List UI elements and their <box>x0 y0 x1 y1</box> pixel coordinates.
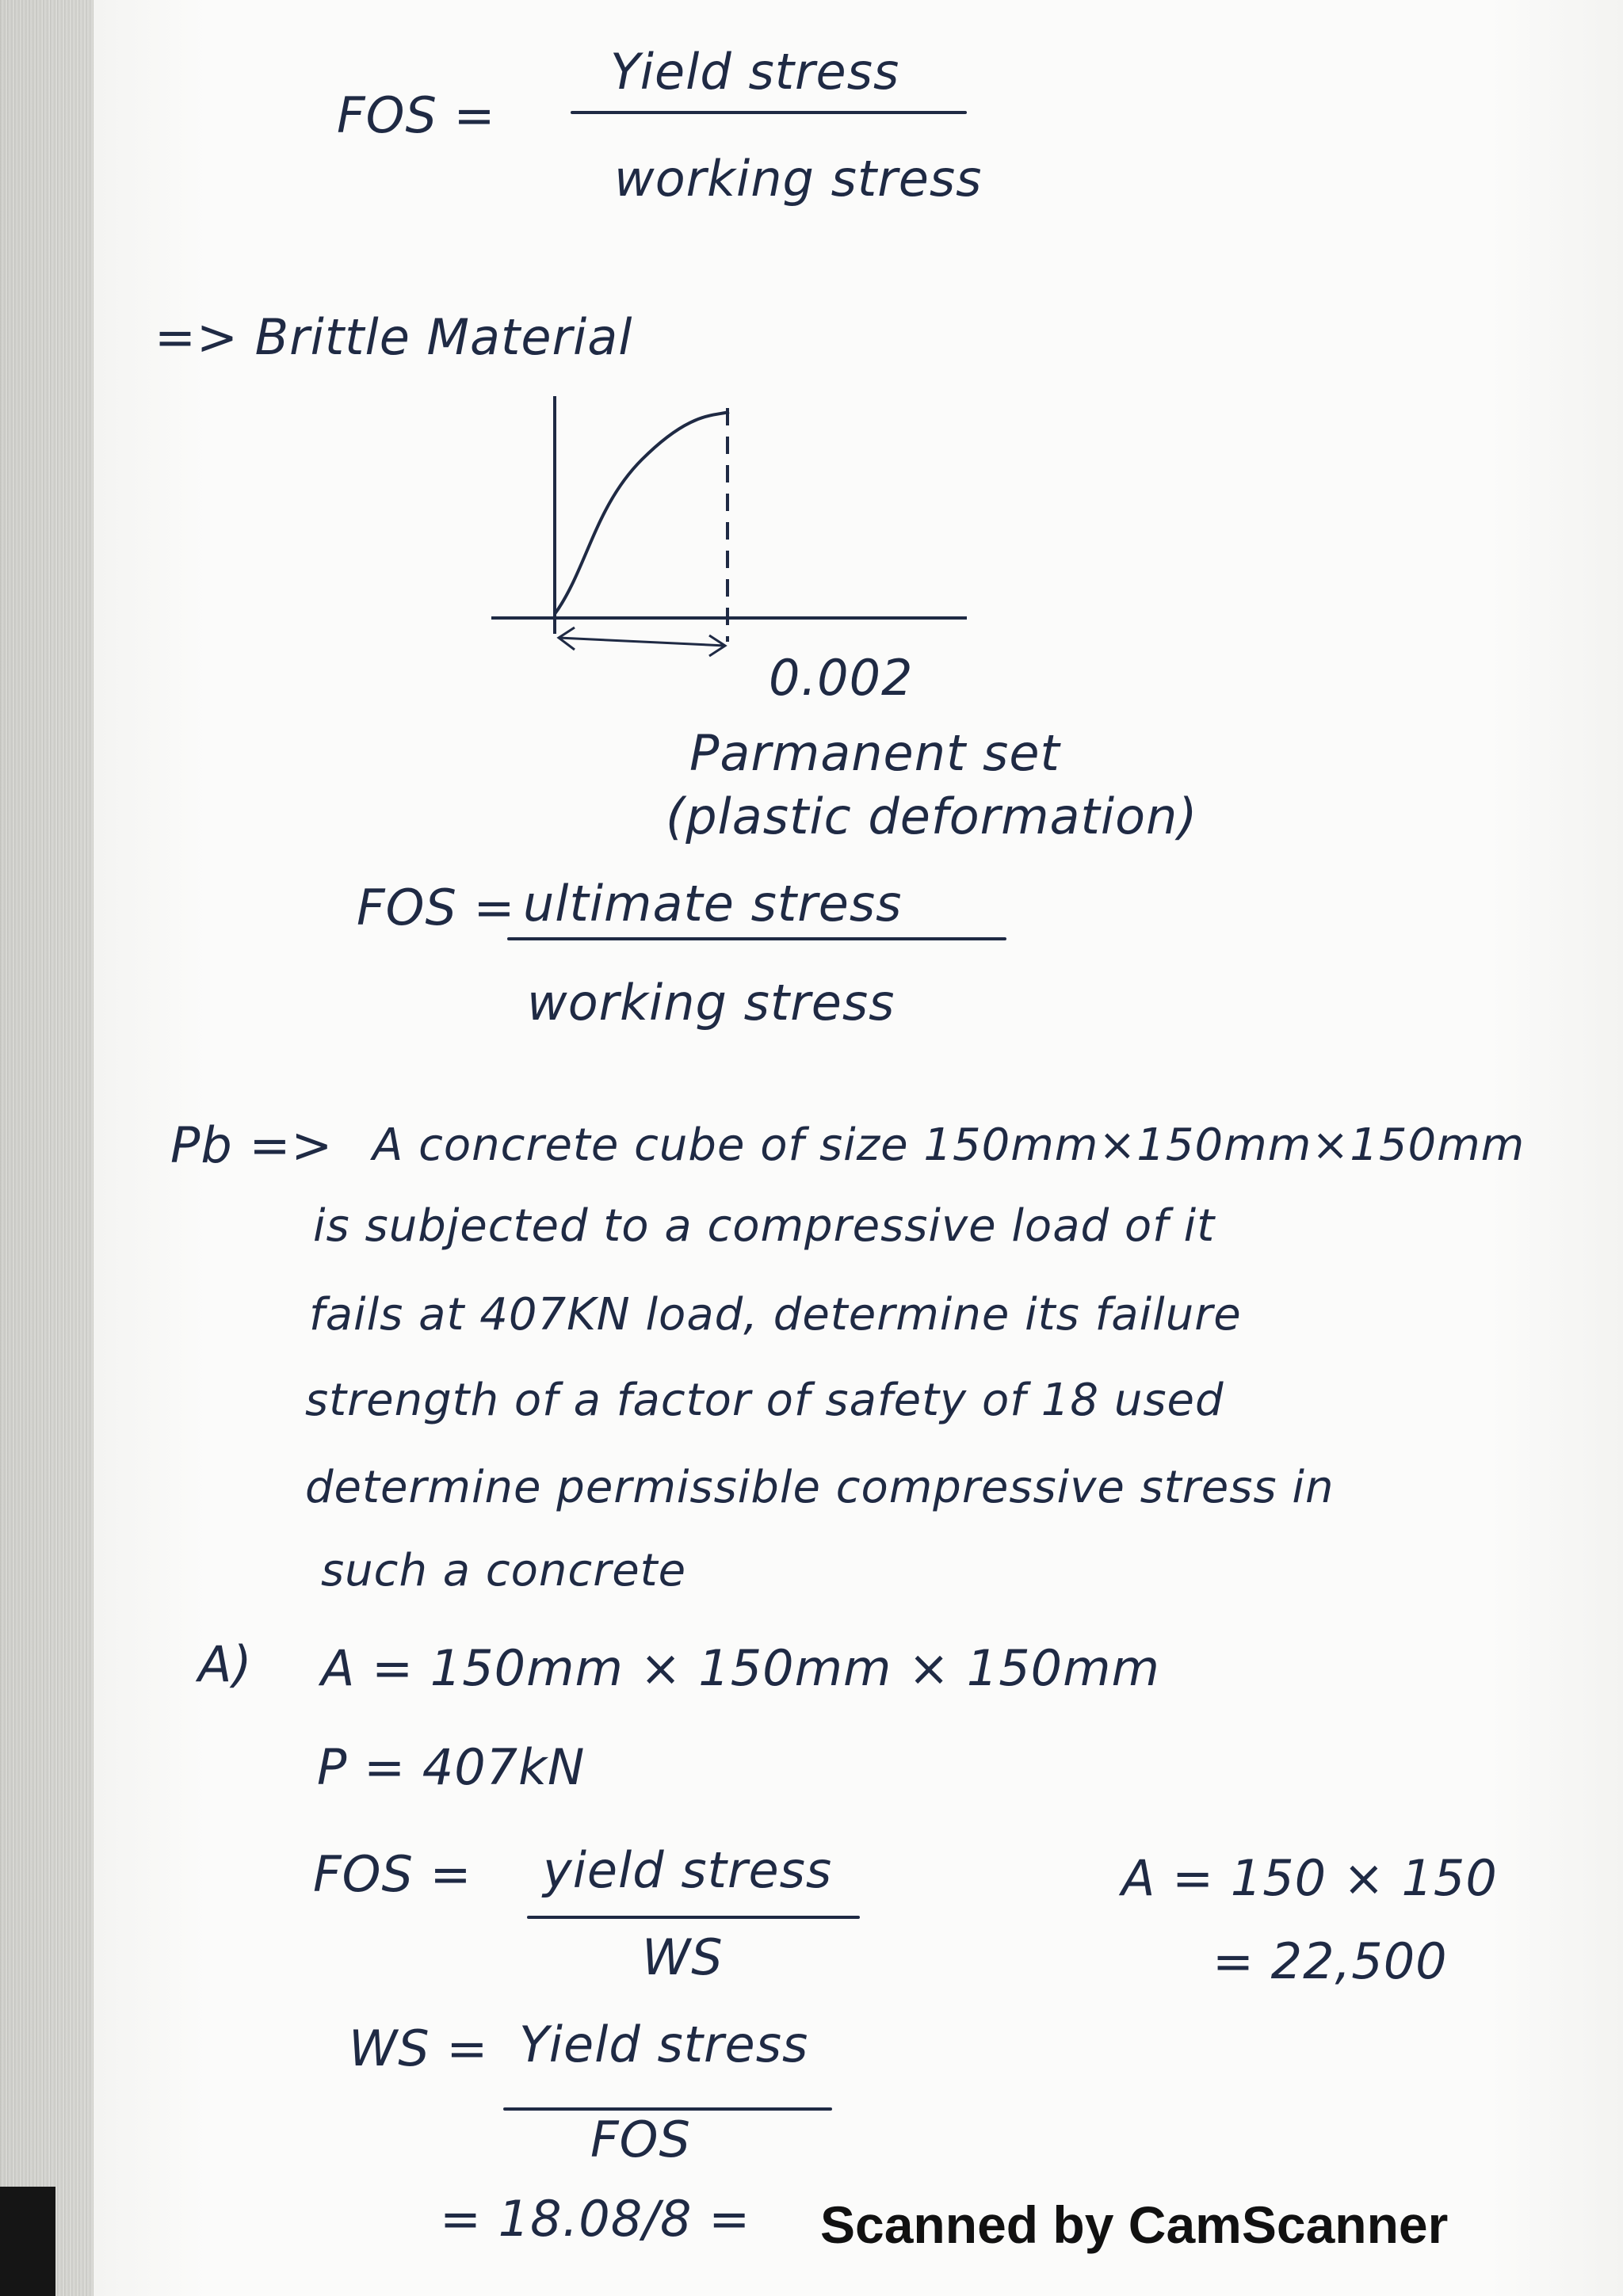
fos1-numerator: Yield stress <box>610 43 900 101</box>
result-line: = 18.08/8 = <box>440 2190 751 2248</box>
plastic-deformation-note: (plastic deformation) <box>666 788 1198 845</box>
problem-line: strength of a factor of safety of 18 used <box>305 1375 1224 1426</box>
fos1-denominator: working stress <box>614 150 983 208</box>
permanent-set-label: Parmanent set <box>689 724 1060 782</box>
fos2-denominator: working stress <box>527 974 896 1032</box>
binding-shadow <box>0 2187 55 2296</box>
answer-area: A = 150mm × 150mm × 150mm <box>321 1639 1160 1697</box>
fos1-fraction-bar <box>571 111 967 114</box>
problem-line: determine permissible compressive stress in <box>305 1462 1335 1513</box>
fos1-lhs: FOS = <box>337 86 496 144</box>
camscanner-watermark: Scanned by CamScanner <box>820 2195 1449 2254</box>
problem-line: is subjected to a compressive load of it <box>313 1200 1216 1252</box>
problem-line: A concrete cube of size 150mm×150mm×150mm <box>372 1119 1526 1171</box>
problem-line: fails at 407KN load, determine its failure <box>309 1289 1242 1341</box>
fos3-fraction-bar <box>527 1916 860 1919</box>
side-area-calc: A = 150 × 150 <box>1121 1849 1498 1907</box>
brittle-heading: => Brittle Material <box>155 308 633 366</box>
problem-tag: Pb => <box>170 1116 334 1174</box>
ws-numerator: Yield stress <box>519 2016 809 2073</box>
fos3-numerator: yield stress <box>543 1841 833 1899</box>
notebook-binding <box>0 0 94 2296</box>
answer-load: P = 407kN <box>317 1738 586 1796</box>
problem-line: such a concrete <box>321 1545 687 1596</box>
fos2-fraction-bar <box>507 937 1006 940</box>
ws-lhs: WS = <box>349 2019 489 2077</box>
strain-label: 0.002 <box>769 649 914 707</box>
fos3-lhs: FOS = <box>313 1845 472 1903</box>
side-area-value: = 22,500 <box>1212 1932 1448 1990</box>
fos3-denominator: WS <box>642 1928 724 1986</box>
answer-tag: A) <box>198 1635 253 1693</box>
fos2-numerator: ultimate stress <box>523 875 903 933</box>
ws-denominator: FOS <box>590 2111 691 2168</box>
fos2-lhs: FOS = <box>357 879 516 936</box>
